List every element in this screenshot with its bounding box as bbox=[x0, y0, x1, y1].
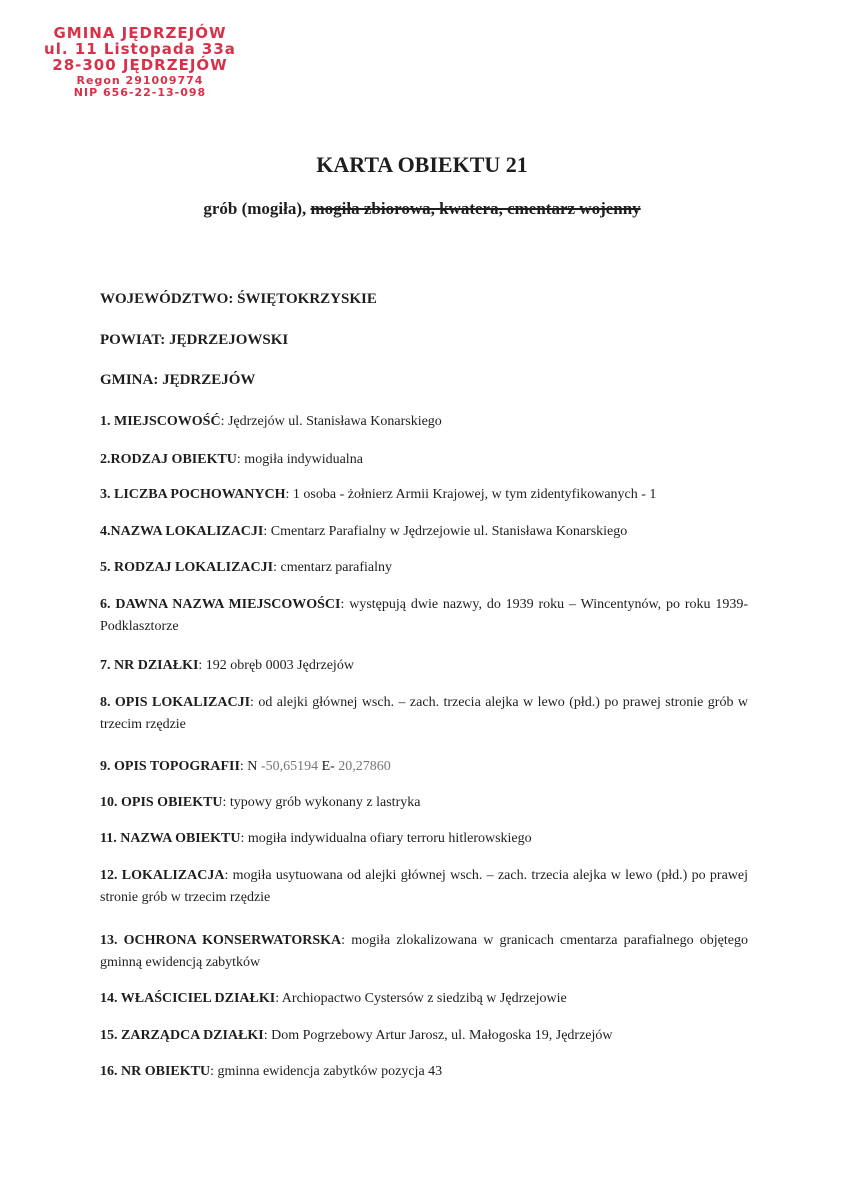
field-value: : od alejki głównej wsch. – zach. trzecia alejka w lewo (płd.) po prawej stronie grób w trzecim rzędzie bbox=[100, 695, 748, 732]
field-opis-lokalizacji bbox=[100, 692, 748, 736]
field-rodzaj-obiektu bbox=[100, 449, 748, 471]
municipality-stamp bbox=[40, 26, 240, 98]
field-label: 1. MIEJSCOWOŚĆ bbox=[100, 414, 221, 429]
field-value: : występują dwie nazwy, do 1939 roku – Wincentynów, po roku 1939- Podklasztorze bbox=[100, 597, 749, 634]
field-value: : N bbox=[239, 759, 261, 774]
subtitle-kept: grób (mogiła), bbox=[203, 199, 307, 218]
field-value: : gminna ewidencja zabytków pozycja 43 bbox=[210, 1064, 443, 1079]
field-label: 3. LICZBA POCHOWANYCH bbox=[100, 487, 286, 502]
coordinate-separator: E- bbox=[318, 759, 339, 774]
field-label: 10. OPIS OBIEKTU bbox=[100, 795, 223, 810]
field-wlasciciel-dzialki bbox=[100, 988, 748, 1010]
field-label: 15. ZARZĄDCA DZIAŁKI bbox=[100, 1028, 264, 1043]
document-subtitle bbox=[0, 199, 844, 219]
field-value: : cmentarz parafialny bbox=[273, 560, 393, 575]
field-nr-obiektu bbox=[100, 1061, 748, 1083]
field-label: 13. OCHRONA KONSERWATORSKA bbox=[100, 933, 342, 948]
field-ochrona-konserwatorska bbox=[100, 930, 748, 974]
field-value: : Cmentarz Parafialny w Jędrzejowie ul. Stanisława Konarskiego bbox=[263, 524, 628, 539]
field-value: : 192 obręb 0003 Jędrzejów bbox=[198, 658, 354, 673]
field-liczba-pochowanych bbox=[100, 484, 748, 506]
stamp-line-5: NIP 656-22-13-098 bbox=[73, 86, 207, 99]
field-zarzadca-dzialki bbox=[100, 1025, 748, 1047]
field-value: : mogiła zlokalizowana w granicach cmentarza parafialnego objętego gminną ewidencją zabytków bbox=[100, 933, 748, 970]
field-nr-dzialki bbox=[100, 655, 748, 677]
stamp-line-2: ul. 11 Listopada 33a bbox=[44, 40, 236, 58]
stamp-line-1: GMINA JĘDRZEJÓW bbox=[53, 24, 227, 42]
field-label: 5. RODZAJ LOKALIZACJI bbox=[100, 560, 274, 575]
field-value: : typowy grób wykonany z lastryka bbox=[222, 795, 421, 810]
field-label: 4.NAZWA LOKALIZACJI bbox=[100, 524, 264, 539]
field-value: : 1 osoba - żołnierz Armii Krajowej, w tym zidentyfikowanych - 1 bbox=[285, 487, 657, 502]
field-opis-obiektu bbox=[100, 792, 748, 814]
field-label: 11. NAZWA OBIEKTU bbox=[100, 831, 241, 846]
field-rodzaj-lokalizacji bbox=[100, 557, 748, 579]
field-label: 14. WŁAŚCICIEL DZIAŁKI bbox=[100, 991, 276, 1006]
stamp-line-4: Regon 291009774 bbox=[76, 74, 204, 87]
field-value: : mogiła usytuowana od alejki głównej wsch. – zach. trzecia alejka w lewo (płd.) po prawej stronie grób w trzecim rzędzie bbox=[100, 868, 749, 905]
field-label: 8. OPIS LOKALIZACJI bbox=[100, 695, 251, 710]
field-dawna-nazwa bbox=[100, 594, 748, 638]
document-title: KARTA OBIEKTU 21 bbox=[316, 152, 528, 177]
header-gmina: GMINA: JĘDRZEJÓW bbox=[100, 372, 256, 388]
header-powiat: POWIAT: JĘDRZEJOWSKI bbox=[100, 332, 289, 348]
field-value: : Dom Pogrzebowy Artur Jarosz, ul. Małogoska 19, Jędrzejów bbox=[263, 1028, 613, 1043]
coordinate-east: 20,27860 bbox=[338, 759, 391, 774]
field-label: 6. DAWNA NAZWA MIEJSCOWOŚCI bbox=[100, 597, 341, 612]
field-label: 2.RODZAJ OBIEKTU bbox=[100, 452, 237, 467]
field-nazwa-lokalizacji bbox=[100, 521, 748, 543]
subtitle-struck: mogiła zbiorowa, kwatera, cmentarz wojenny bbox=[310, 199, 641, 218]
stamp-line-3: 28-300 JĘDRZEJÓW bbox=[52, 56, 228, 74]
header-wojewodztwo: WOJEWÓDZTWO: ŚWIĘTOKRZYSKIE bbox=[100, 291, 377, 307]
field-label: 9. OPIS TOPOGRAFII bbox=[100, 759, 240, 774]
field-label: 12. LOKALIZACJA bbox=[100, 868, 225, 883]
field-nazwa-obiektu bbox=[100, 828, 748, 850]
field-value: : mogiła indywidualna ofiary terroru hitlerowskiego bbox=[240, 831, 532, 846]
field-lokalizacja bbox=[100, 865, 748, 909]
field-value: : Archiopactwo Cystersów z siedzibą w Jędrzejowie bbox=[275, 991, 567, 1006]
field-opis-topografii bbox=[100, 756, 748, 778]
coordinate-north: -50,65194 bbox=[260, 759, 319, 774]
field-value: : Jędrzejów ul. Stanisława Konarskiego bbox=[220, 414, 442, 429]
field-value: : mogiła indywidualna bbox=[236, 452, 363, 467]
field-label: 7. NR DZIAŁKI bbox=[100, 658, 199, 673]
field-miejscowosc bbox=[100, 411, 748, 433]
field-label: 16. NR OBIEKTU bbox=[100, 1064, 211, 1079]
